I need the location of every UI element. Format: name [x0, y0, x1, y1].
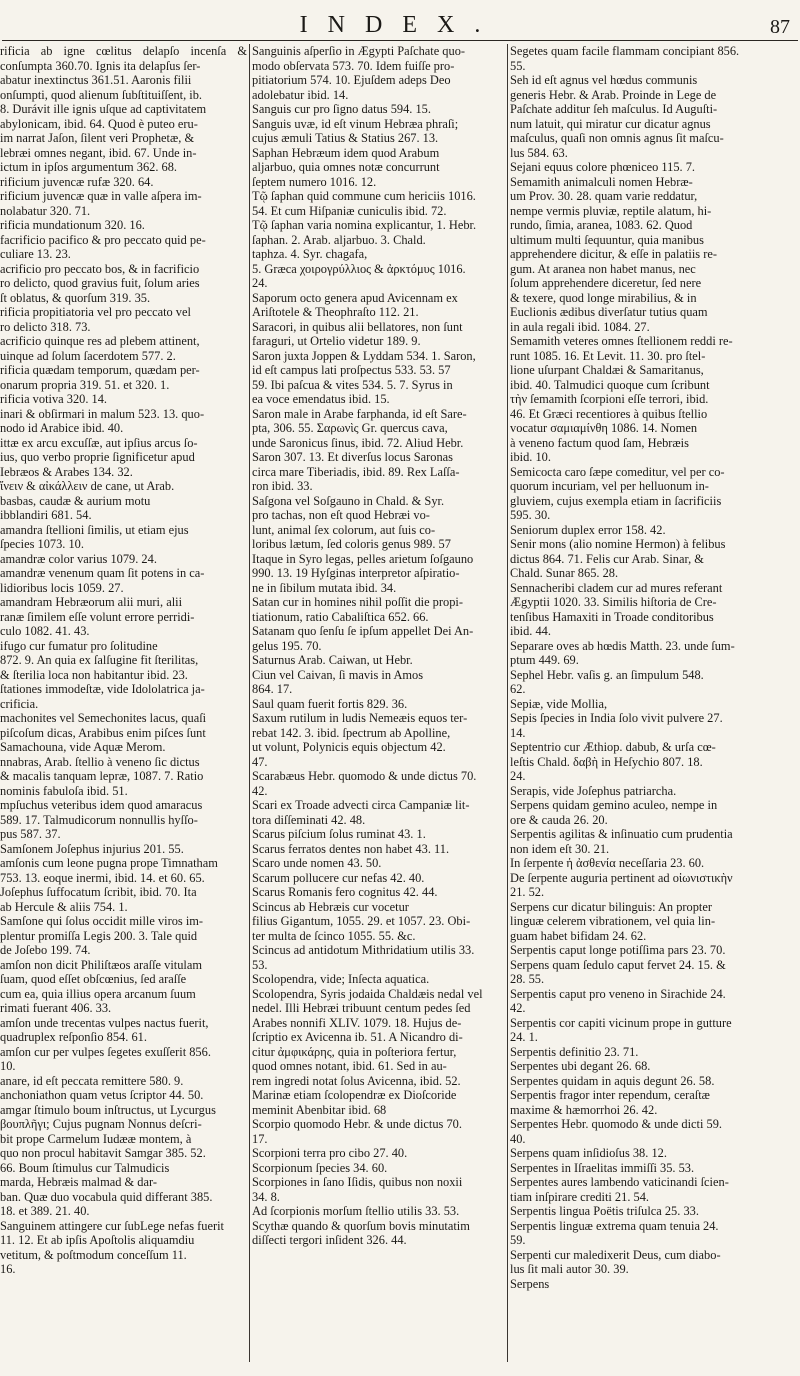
- index-entry-line: Scorpionum ſpecies 34. 60.: [252, 1160, 388, 1175]
- index-entry-line: rificium juvencæ rufæ 320. 64.: [0, 174, 154, 189]
- index-entry-line: ſaphan. 2. Arab. aljarbuo. 3. Chald.: [252, 232, 426, 247]
- index-entry-line: Saturnus Arab. Caiwan, ut Hebr.: [252, 653, 413, 667]
- index-entry-line: 55.: [510, 58, 526, 73]
- index-entry-line: Sanguinem attingere cur ſubLege nefas fuerit: [0, 1218, 224, 1233]
- index-entry-line: Seniorum duplex error 158. 42.: [510, 522, 666, 537]
- index-entry-line: vetitum, & poſtmodum conceſſum 11.: [0, 1247, 187, 1262]
- index-entry-line: 8. Durávit ille ignis uſque ad captivitatem: [0, 102, 207, 116]
- index-entry-line: Serpens quam inſidioſus 38. 12.: [510, 1146, 667, 1160]
- index-entry-line: rificia propitiatoria vel pro peccato vel: [0, 305, 191, 319]
- index-entry-line: ban. Quæ duo vocabula quid differant 385.: [0, 1189, 213, 1204]
- index-entry-line: ibid. 44.: [510, 624, 551, 638]
- index-entry-line: & macalis tanquam lepræ, 1087. 7. Ratio: [0, 769, 204, 783]
- index-column-3: [510, 44, 796, 1362]
- index-entry-line: onarum propria 319. 51. et 320. 1.: [0, 377, 170, 392]
- index-entry-line: rificia mundationum 320. 16.: [0, 218, 145, 232]
- index-entry-line: βουπλῆγι; Cujus pugnam Nonnus deſcri-: [0, 1117, 202, 1131]
- index-entry-line: rificia ab igne cœlitus delapſo incenſa & conſumpta 360.70. Ignis ita delapſus ſer-: [0, 44, 247, 73]
- index-entry-line: Serpentis cor capiti vicinum prope in gutture: [510, 1015, 732, 1030]
- index-entry-line: Septentrio cur Æthiop. dabub, & urſa cœ-: [510, 740, 716, 754]
- index-entry-line: Serpentes quidam in aquis degunt 26. 58.: [510, 1073, 715, 1088]
- index-entry-line: Semamith veteres omnes ſtellionem reddi re-: [510, 334, 733, 348]
- index-entry-line: Semamith animalculi nomen Hebræ-: [510, 174, 693, 189]
- index-entry-line: rificia votiva 320. 14.: [0, 392, 108, 406]
- index-entry-line: ro delicto, quod gravius fuit, ſolum aries: [0, 276, 200, 290]
- index-entry-line: Τῷ ſaphan varia nomina explicantur, 1. Hebr.: [252, 218, 477, 232]
- index-entry-line: ultimum multi ſequuntur, quia manibus: [510, 232, 704, 247]
- index-entry-line: pitiatorium 574. 10. Ejuſdem adeps Deo: [252, 73, 451, 87]
- index-entry-line: Sanguis cur pro ſigno datus 594. 15.: [252, 102, 431, 116]
- index-entry-line: maſculus, quaſi non omnis agnus ſit maſcu-: [510, 131, 724, 145]
- index-entry-line: gelus 195. 70.: [252, 638, 322, 653]
- index-entry-line: dictus 864. 71. Felis cur Arab. Sinar, &: [510, 551, 704, 566]
- index-entry-line: 24. 1.: [510, 1030, 538, 1044]
- index-entry-line: ibblandiri 681. 54.: [0, 508, 92, 522]
- index-entry-line: Segetes quam facile flammam concipiant 856.: [510, 44, 740, 58]
- index-entry-line: 990. 13. 19 Hyſginas interpretor aſpiratio-: [252, 566, 460, 580]
- index-entry-line: 66. Boum ſtimulus cur Talmudicis: [0, 1160, 170, 1175]
- index-entry-line: Serpentes in Iſraelitas immiſſi 35. 53.: [510, 1160, 695, 1175]
- index-entry-line: ptum 449. 69.: [510, 653, 579, 667]
- index-entry-line: Sejani equus colore phœniceo 115. 7.: [510, 160, 696, 174]
- index-entry-line: Iebræos & Arabes 134. 32.: [0, 464, 133, 479]
- index-entry-line: Scorpio quomodo Hebr. & unde dictus 70.: [252, 1117, 462, 1131]
- index-entry-line: Scarum pollucere cur nefas 42. 40.: [252, 870, 425, 885]
- index-entry-line: Serpentis definitio 23. 71.: [510, 1044, 639, 1059]
- index-entry-line: culo 1082. 41. 43.: [0, 624, 90, 638]
- index-entry-line: modo obſervata 573. 70. Idem fuiſſe pro-: [252, 58, 455, 73]
- index-entry-line: 17.: [252, 1131, 268, 1146]
- index-entry-line: pro tachas, non eſt quod Hebræi vo-: [252, 508, 430, 522]
- index-entry-line: quorum incuriam, vel per helluonum in-: [510, 479, 709, 493]
- index-entry-line: rem ingredi notat ſolus Avicenna, ibid. 52.: [252, 1073, 461, 1088]
- index-entry-line: non idem eſt 30. 21.: [510, 841, 610, 856]
- index-entry-line: Serpentes aures lambendo vaticinandi ſcien-: [510, 1175, 729, 1189]
- index-entry-line: loribus lætum, ſed coloris genus 989. 57: [252, 537, 451, 551]
- index-entry-line: tora diſſeminati 42. 48.: [252, 812, 366, 827]
- index-entry-line: Sanguis uvæ, id eſt vinum Hebræa phraſi;: [252, 116, 459, 131]
- index-entry-line: vocatur σαμιαμίνθη 1086. 14. Nomen: [510, 421, 698, 435]
- index-entry-line: Serpentes ubi degant 26. 68.: [510, 1059, 651, 1073]
- index-entry-line: 14.: [510, 725, 526, 740]
- index-entry-line: Saracori, in quibus alii bellatores, non ſunt: [252, 319, 463, 334]
- index-entry-line: faraguri, ut Ortelio videtur 189. 9.: [252, 334, 421, 348]
- index-entry-line: Sanguinis aſperſio in Ægypti Paſchate quo-: [252, 44, 466, 58]
- index-entry-line: Scincus ab Hebræis cur vocetur: [252, 899, 409, 914]
- index-entry-line: crificia.: [0, 696, 39, 711]
- index-entry-line: tiam inſpirare crediti 21. 54.: [510, 1189, 650, 1204]
- index-entry-line: Sephel Hebr. vaſis g. an ſimpulum 548.: [510, 667, 704, 682]
- index-entry-line: generis Hebr. & Arab. Proinde in Lege de: [510, 87, 717, 102]
- index-entry-line: Saron 307. 13. Et diverſus locus Saronas: [252, 450, 453, 464]
- index-entry-line: Serpentes Hebr. quomodo & unde dicti 59.: [510, 1117, 722, 1131]
- index-entry-line: à veneno factum quod ſam, Hebræis: [510, 435, 689, 450]
- index-entry-line: maxime & hæmorrhoi 26. 42.: [510, 1102, 658, 1117]
- index-entry-line: basbas, caudæ & aurium motu: [0, 493, 151, 508]
- index-entry-line: Scari ex Troade advecti circa Campaniæ lit-: [252, 798, 470, 812]
- index-entry-line: cum ea, quia illius opera arcanum ſuum: [0, 986, 196, 1001]
- index-entry-line: amgar ſtimulo boum inſtructus, ut Lycurgus: [0, 1102, 216, 1117]
- index-entry-line: 42.: [510, 1001, 526, 1015]
- index-entry-line: quadruplex reſponſio 854. 61.: [0, 1030, 147, 1044]
- index-entry-line: Itaque in Syro legas, pelles arietum ſoſgauno: [252, 551, 474, 566]
- index-entry-line: lus ſit mali autor 30. 39.: [510, 1262, 629, 1276]
- column-divider-1: [249, 44, 250, 1362]
- index-entry-line: Saphan Hebræum idem quod Arabum: [252, 145, 440, 160]
- index-entry-line: ictum in ipſos argumentum 362. 68.: [0, 160, 178, 174]
- index-entry-line: piſcoſum dicas, Arabibus enim piſces ſunt: [0, 725, 206, 740]
- index-entry-line: 864. 17.: [252, 682, 293, 696]
- index-entry-line: Satan cur in homines nihil poſſit die propi-: [252, 595, 463, 609]
- index-entry-line: ſpecies 1073. 10.: [0, 537, 84, 551]
- index-entry-line: guam habet bifidam 24. 62.: [510, 928, 647, 943]
- index-entry-line: nominis fabuloſa ibid. 51.: [0, 783, 128, 798]
- index-entry-line: Saron male in Arabe farphanda, id eſt Sare-: [252, 406, 467, 421]
- index-entry-line: acrificio pro peccato bos, & in facrificio: [0, 261, 200, 276]
- index-entry-line: 53.: [252, 957, 268, 972]
- index-entry-line: Saxum rutilum in ludis Nemeæis equos ter-: [252, 711, 468, 725]
- index-entry-line: 54. Et cum Hiſpaniæ cuniculis ibid. 72.: [252, 203, 447, 218]
- index-entry-line: anare, id eſt peccata remittere 580. 9.: [0, 1073, 184, 1088]
- index-entry-line: Seh id eſt agnus vel hœdus communis: [510, 73, 698, 87]
- index-entry-line: Serpenti cur maledixerit Deus, cum diabo-: [510, 1247, 721, 1262]
- index-entry-line: culiare 13. 23.: [0, 247, 71, 261]
- index-entry-line: Serpens quam ſedulo caput fervet 24. 15. &: [510, 957, 726, 972]
- index-entry-line: lebræi omnes negant, ibid. 67. Unde in-: [0, 145, 197, 160]
- index-entry-line: pta, 306. 55. Σαρωνὶς Gr. quercus cava,: [252, 421, 448, 435]
- index-entry-line: tenſibus Hamaxiti in Troade conditoribus: [510, 609, 714, 624]
- index-entry-line: rimati fuerant 406. 33.: [0, 1001, 112, 1015]
- column-divider-2: [507, 44, 508, 1362]
- index-column-2: [252, 44, 504, 1362]
- index-entry-line: amſon non dicit Philiſtæos araſſe vitulam: [0, 957, 203, 972]
- index-entry-line: uinque ad ſolum ſacerdotem 577. 2.: [0, 348, 176, 363]
- index-entry-line: 42.: [252, 783, 268, 798]
- index-entry-line: 47.: [252, 754, 268, 769]
- index-entry-line: Scarus piſcium ſolus ruminat 43. 1.: [252, 827, 426, 841]
- index-entry-line: adolebatur ibid. 14.: [252, 87, 349, 102]
- index-entry-line: circa mare Tiberiadis, ibid. 89. Rex Laſſa-: [252, 464, 460, 479]
- index-entry-line: Ciun vel Caivan, ſi mavis in Amos: [252, 667, 424, 682]
- index-entry-line: Scolopendra, vide; Inſecta aquatica.: [252, 972, 430, 986]
- index-entry-line: 11. 12. Et ab ipſis Apoſtolis aliquamdiu: [0, 1233, 195, 1247]
- index-entry-line: nempe vermis pluviæ, reptile alatum, hi-: [510, 203, 712, 218]
- index-entry-line: tiationum, ratio Cabaliſtica 652. 66.: [252, 609, 429, 624]
- index-entry-line: in aula regali ibid. 1084. 27.: [510, 319, 650, 334]
- index-entry-line: lidioribus locis 1059. 27.: [0, 580, 124, 595]
- index-entry-line: ea voce emendatus ibid. 15.: [252, 392, 390, 406]
- index-entry-line: gum. At aranea non habet manus, nec: [510, 261, 696, 276]
- index-entry-line: Serpentis agilitas & inſinuatio cum prudentia: [510, 827, 733, 841]
- index-entry-line: Serpentis fragor inter rependum, ceraſtæ: [510, 1088, 710, 1102]
- index-entry-line: Saul quam fuerit fortis 829. 36.: [252, 696, 408, 711]
- index-entry-line: & texere, quod longe mirabilius, & in: [510, 290, 697, 305]
- index-entry-line: amſon cur per vulpes ſegetes exuſſerit 856.: [0, 1044, 211, 1059]
- index-entry-line: 24.: [252, 276, 268, 290]
- index-entry-line: quo non procul habitavit Samgar 385. 52.: [0, 1146, 206, 1160]
- index-entry-line: cujus æmuli Tatius & Statius 267. 13.: [252, 131, 439, 145]
- index-entry-line: nedel. Illi Hebræi tribuunt centum pedes ſed: [252, 1001, 471, 1015]
- index-entry-line: ter multa de ſcinco 1055. 55. &c.: [252, 928, 416, 943]
- index-entry-line: abylonicam, ibid. 64. Quod è puteo eru-: [0, 116, 198, 131]
- index-entry-line: Serpens: [510, 1276, 550, 1291]
- index-entry-line: Chald. Sunar 865. 28.: [510, 566, 619, 580]
- index-entry-line: lunt, animal ſex colorum, aut ſuis co-: [252, 522, 436, 537]
- index-entry-line: Serapis, vide Joſephus patriarcha.: [510, 783, 677, 798]
- index-entry-line: 34. 8.: [252, 1189, 280, 1204]
- index-entry-line: Serpens cur dicatur bilinguis: An propter: [510, 899, 712, 914]
- index-entry-line: amandra ſtellioni ſimilis, ut etiam ejus: [0, 522, 189, 537]
- index-entry-line: amandram Hebræorum alii muri, alii: [0, 595, 183, 609]
- index-entry-line: leſtis Chald. δαβὴ in Heſychio 807. 18.: [510, 754, 703, 769]
- index-entry-line: In ſerpente ἡ ἀσθενία neceſſaria 23. 60.: [510, 856, 705, 870]
- index-entry-line: amandræ color varius 1079. 24.: [0, 551, 157, 566]
- index-entry-line: De ſerpente auguria pertinent ad οἰωνιστικὴν: [510, 870, 733, 885]
- index-entry-line: taphza. 4. Syr. chagafa,: [252, 247, 368, 261]
- index-entry-line: & ſterilia loca non habitantur ibid. 23.: [0, 667, 188, 682]
- index-entry-line: ſtationes immodeſtæ, vide Idololatrica ja-: [0, 682, 205, 696]
- index-entry-line: linguæ celerem vibrationem, vel quia lin-: [510, 914, 716, 928]
- index-entry-line: Sepiæ, vide Mollia,: [510, 696, 608, 711]
- index-entry-line: 62.: [510, 682, 526, 696]
- index-entry-line: unde Saronicus ſinus, ibid. 72. Aliud Hebr.: [252, 435, 464, 450]
- index-entry-line: facrificio pacifico & pro peccato quid pe-: [0, 232, 206, 247]
- index-entry-line: acrificio quinque res ad plebem attinent,: [0, 334, 200, 348]
- index-entry-line: ifugo cur fumatur pro ſolitudine: [0, 638, 158, 653]
- index-column-1: [0, 44, 247, 1362]
- index-entry-line: Τῷ ſaphan quid commune cum hericiis 1016.: [252, 189, 476, 203]
- index-entry-line: ibid. 40. Talmudici quoque cum ſcribunt: [510, 377, 710, 392]
- index-entry-line: Scolopendra, Syris jodaida Chaldæis nedal vel: [252, 986, 483, 1001]
- index-entry-line: 16.: [0, 1262, 16, 1276]
- index-entry-line: onſumpti, quod alienum ſubſtituiſſent, ib.: [0, 87, 203, 102]
- index-entry-line: ore & cauda 26. 20.: [510, 812, 608, 827]
- index-entry-line: im narrat Jaſon, ſilent veri Prophetæ, &: [0, 131, 195, 145]
- index-entry-line: bit prope Carmelum Iudææ montem, à: [0, 1131, 192, 1146]
- index-entry-line: Ariſtotele & Theophraſto 112. 21.: [252, 305, 419, 319]
- index-entry-line: 10.: [0, 1059, 16, 1073]
- index-entry-line: Ægyptii 1020. 33. Similis hiſtoria de Cre-: [510, 595, 717, 609]
- index-entry-line: amandræ venenum quam ſit potens in ca-: [0, 566, 205, 580]
- index-entry-line: Samſone qui ſolus occidit mille viros im-: [0, 914, 204, 928]
- index-entry-line: ittæ ex arcu excuſſæ, aut ipſius arcus ſo-: [0, 435, 198, 450]
- index-entry-line: Sepis ſpecies in India ſolo vivit pulvere 27.: [510, 711, 723, 725]
- index-entry-line: Separare oves ab hœdis Matth. 23. unde ſum-: [510, 638, 735, 653]
- index-entry-line: Sennacheribi cladem cur ad mures referant: [510, 580, 723, 595]
- index-entry-line: Saron juxta Joppen & Lyddam 534. 1. Saron,: [252, 348, 476, 363]
- index-entry-line: lus 584. 63.: [510, 145, 568, 160]
- index-entry-line: Senir mons (alio nomine Hermon) à felibus: [510, 537, 726, 551]
- index-entry-line: rundo, ſimia, aranea, 1083. 62. Quod: [510, 218, 693, 232]
- index-entry-line: 872. 9. An quia ex ſalſugine fit ſterilitas,: [0, 653, 199, 667]
- index-entry-line: ſeptem numero 1016. 12.: [252, 174, 377, 189]
- index-entry-line: Scythæ quando & quorſum bovis minutatim: [252, 1218, 470, 1233]
- index-entry-line: diſſecti tergori inſident 326. 44.: [252, 1233, 407, 1247]
- index-entry-line: ro delicto 318. 73.: [0, 319, 91, 334]
- index-entry-line: citur ἀμφικάρης, quia in poſteriora fertur,: [252, 1044, 457, 1059]
- index-entry-line: 59.: [510, 1233, 526, 1247]
- index-title: INDEX.: [299, 12, 501, 38]
- index-entry-line: ſt oblatus, & quorſum 319. 35.: [0, 290, 151, 305]
- index-entry-line: meminit Abenbitar ibid. 68: [252, 1102, 387, 1117]
- index-entry-line: Serpentis lingua Poëtis triſulca 25. 33.: [510, 1204, 699, 1218]
- index-entry-line: Scincus ad antidotum Mithridatium utilis 33.: [252, 943, 475, 957]
- index-entry-line: nolabatur 320. 71.: [0, 203, 91, 218]
- index-entry-line: inari & obſirmari in malum 523. 13. quo-: [0, 406, 205, 421]
- index-entry-line: ab Hercule & aliis 754. 1.: [0, 899, 128, 914]
- index-entry-line: ſuam, quod eſſet obſcœnius, ſed araſſe: [0, 972, 187, 986]
- index-entry-line: ut volunt, Polynicis equis objectum 42.: [252, 740, 446, 754]
- index-entry-line: mpſuchus veteribus idem quod amaracus: [0, 798, 203, 812]
- index-entry-line: Scarabæus Hebr. quomodo & unde dictus 70.: [252, 769, 477, 783]
- index-entry-line: plentur promiſſa Legis 200. 3. Tale quid: [0, 928, 198, 943]
- page-number: 87: [770, 16, 790, 38]
- index-entry-line: ron ibid. 33.: [252, 479, 313, 493]
- index-entry-line: 40.: [510, 1131, 526, 1146]
- index-entry-line: pus 587. 37.: [0, 827, 61, 841]
- index-entry-line: Saporum octo genera apud Avicennam ex: [252, 290, 458, 305]
- index-entry-line: num latuit, qui miratur cur dicatur agnus: [510, 116, 711, 131]
- index-entry-line: Arabes nonnifi XLIV. 1079. 18. Hujus de-: [252, 1015, 462, 1030]
- index-entry-line: 28. 55.: [510, 972, 545, 986]
- index-entry-line: apprehendere dicitur, & eſſe in palatiis re-: [510, 247, 717, 261]
- index-entry-line: Serpentis linguæ extrema quam tenuia 24.: [510, 1218, 719, 1233]
- index-entry-line: Samachouna, vide Aquæ Merom.: [0, 740, 166, 754]
- index-entry-line: ius, quo verbo proprie ſignificetur apud: [0, 450, 195, 464]
- index-entry-line: Samſonem Joſephus injurius 201. 55.: [0, 841, 184, 856]
- index-entry-line: rificia quædam temporum, quædam per-: [0, 363, 200, 377]
- index-entry-line: 753. 13. eoque inermi, ibid. 14. et 60. 65.: [0, 870, 205, 885]
- index-entry-line: 5. Græca χοιρογρύλλιος & ἀρκτόμυς 1016.: [252, 261, 466, 276]
- index-entry-line: Ad ſcorpionis morſum ſtellio utilis 33. 53.: [252, 1204, 460, 1218]
- index-entry-line: Marinæ etiam ſcolopendræ ex Dioſcoride: [252, 1088, 457, 1102]
- index-entry-line: Euclionis ædibus diverſatur tutius quam: [510, 305, 708, 319]
- index-entry-line: aljarbuo, quia omnes notæ concurrunt: [252, 160, 440, 174]
- index-entry-line: ranæ ſimilem eſſe volunt errore perridi-: [0, 609, 195, 624]
- index-entry-line: ne in ſibilum mutata ibid. 34.: [252, 580, 397, 595]
- index-entry-line: nnabras, Arab. ſtellio à veneno ſic dictus: [0, 754, 200, 769]
- index-entry-line: rebat 142. 3. ibid. ſpectrum ab Apolline,: [252, 725, 451, 740]
- index-entry-line: Scorpioni terra pro cibo 27. 40.: [252, 1146, 408, 1160]
- index-entry-line: de Joſebo 199. 74.: [0, 943, 91, 957]
- index-entry-line: Scaro unde nomen 43. 50.: [252, 856, 382, 870]
- index-entry-line: amſonis cum leone pugna prope Timnatham: [0, 856, 218, 870]
- index-entry-line: Scarus ferratos dentes non habet 43. 11.: [252, 841, 450, 856]
- index-entry-line: lione uſurpant Chaldæi & Samaritanus,: [510, 363, 704, 377]
- index-entry-line: Saſgona vel Soſgauno in Chald. & Syr.: [252, 493, 445, 508]
- index-entry-line: Joſephus ſuffocatum ſcribit, ibid. 70. Ita: [0, 885, 197, 899]
- index-entry-line: ſolum apprehendere diceretur, ſed nere: [510, 276, 702, 290]
- index-entry-line: 21. 52.: [510, 885, 545, 899]
- index-entry-line: τὴν ſemamith ſcorpioni eſſe terrori, ibid.: [510, 392, 709, 406]
- index-entry-line: anchoniathon quam vetus ſcriptor 44. 50.: [0, 1088, 204, 1102]
- index-entry-line: machonites vel Semechonites lacus, quaſi: [0, 711, 207, 725]
- index-entry-line: Serpens quidam gemino aculeo, nempe in: [510, 798, 718, 812]
- index-entry-line: 46. Et Græci recentiores à quibus ſtellio: [510, 406, 708, 421]
- index-entry-line: nodo id Arabice ibid. 40.: [0, 421, 124, 435]
- index-entry-line: Paſchate additur ſeh maſculus. Id Auguſti-: [510, 102, 718, 116]
- index-entry-line: abatur inextinctus 361.51. Aaronis filii: [0, 73, 192, 87]
- index-entry-line: rificium juvencæ quæ in valle aſpera im-: [0, 189, 202, 203]
- index-entry-line: 595. 30.: [510, 508, 551, 522]
- index-entry-line: quod omnes notant, ibid. 61. Sed in au-: [252, 1059, 447, 1073]
- index-entry-line: Semicocta caro ſæpe comeditur, vel per co-: [510, 464, 725, 479]
- index-entry-line: runt 1085. 16. Et Levit. 11. 30. pro ſtel-: [510, 348, 706, 363]
- header-rule: [2, 40, 798, 41]
- index-entry-line: filius Gigantum, 1055. 29. et 1057. 23. Obi-: [252, 914, 471, 928]
- index-entry-line: marda, Hebræis malmad & dar-: [0, 1175, 157, 1189]
- index-entry-line: gluviem, cujus exempla etiam in ſacrificiis: [510, 493, 722, 508]
- index-entry-line: ἴνειν & αἰκάλλειν de cane, ut Arab.: [0, 479, 175, 493]
- index-entry-line: um Prov. 30. 28. quam varie reddatur,: [510, 189, 698, 203]
- index-entry-line: Scorpiones in ſano Iſidis, quibus non noxii: [252, 1175, 463, 1189]
- index-entry-line: Serpentis caput pro veneno in Sirachide 24.: [510, 986, 726, 1001]
- index-entry-line: 24.: [510, 769, 526, 783]
- index-entry-line: Scarus Romanis fero cognitus 42. 44.: [252, 885, 438, 899]
- index-entry-line: amſon unde trecentas vulpes nactus fuerit,: [0, 1015, 209, 1030]
- index-entry-line: 59. Ibi paſcua & vites 534. 5. 7. Syrus in: [252, 377, 453, 392]
- index-entry-line: id eſt campus lati proſpectus 533. 53. 57: [252, 363, 451, 377]
- index-entry-line: ibid. 10.: [510, 450, 551, 464]
- index-entry-line: ſcriptio ex Avicenna ib. 51. A Nicandro di-: [252, 1030, 463, 1044]
- index-entry-line: Satanam quo ſenſu ſe ipſum appellet Dei An-: [252, 624, 474, 638]
- index-entry-line: 18. et 389. 21. 40.: [0, 1204, 90, 1218]
- index-entry-line: 589. 17. Talmudicorum nonnullis hyſſo-: [0, 812, 198, 827]
- index-entry-line: Serpentis caput longe potiſſima pars 23. 70.: [510, 943, 726, 957]
